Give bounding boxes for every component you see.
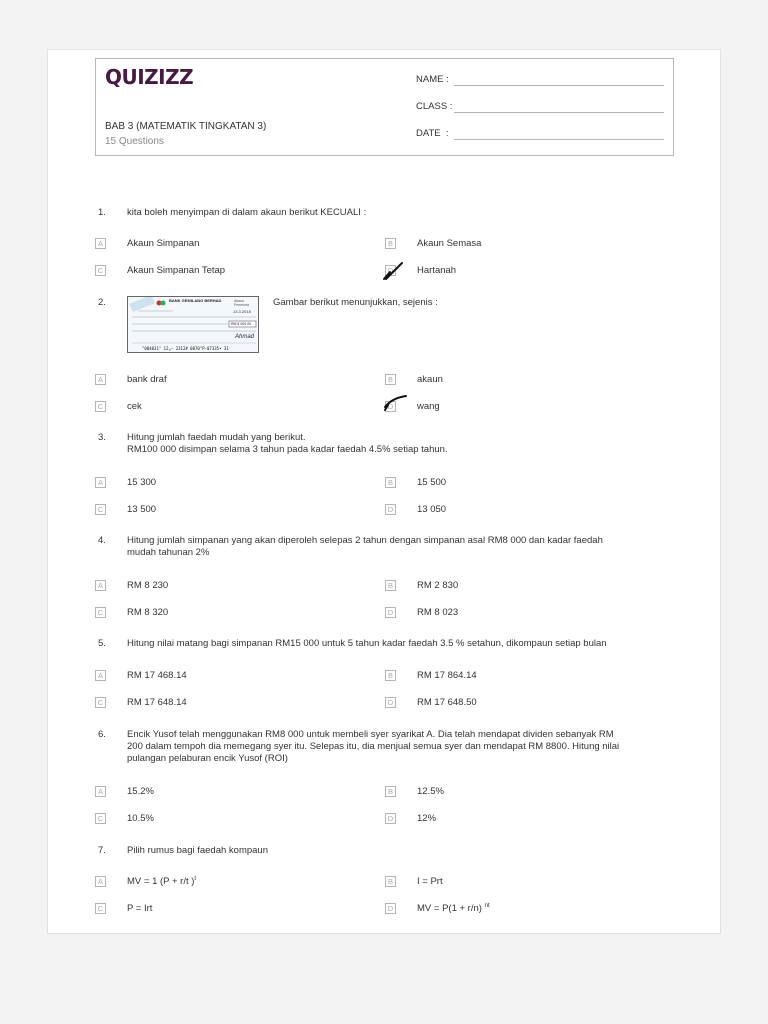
option-text: 13 050 (417, 504, 447, 515)
option-letter-a[interactable]: A (95, 670, 106, 681)
option-text: 15 500 (417, 477, 447, 488)
option-text: 12% (417, 813, 437, 824)
formula-superscript: nt (484, 903, 490, 909)
quizizz-logo: QUIZIZZ (105, 65, 194, 89)
option-letter-b[interactable]: B (385, 477, 396, 488)
cheque-amount: RM 8 000.00 (231, 322, 252, 326)
worksheet-header (95, 58, 674, 156)
option-text: akaun (417, 374, 443, 385)
question-text-line-2: RM100 000 disimpan selama 3 tahun pada kadar faedah 4.5% setiap tahun. (127, 444, 448, 455)
option-letter-c[interactable]: C (95, 813, 106, 824)
option-text: Hartanah (417, 265, 457, 276)
option-letter-c[interactable]: C (95, 265, 106, 276)
cheque-signature: Ahmad (235, 334, 255, 340)
question-number: 6. (98, 729, 106, 740)
option-text: RM 2 830 (417, 580, 459, 591)
option-letter-d[interactable]: D (385, 265, 396, 276)
option-letter-b[interactable]: B (385, 238, 396, 249)
option-letter-b[interactable]: B (385, 670, 396, 681)
option-text: cek (127, 401, 142, 412)
question-text: kita boleh menyimpan di dalam akaun berikut KECUALI : (127, 207, 367, 218)
checkmark-icon (381, 259, 405, 283)
class-line (454, 112, 664, 113)
formula-text: MV = 1 (P + r/t ) (127, 876, 195, 888)
cheque-bank-name: BANK GEMILANG BERHAD (169, 298, 222, 303)
question-count: 15 Questions (105, 136, 164, 147)
option-text: 15.2% (127, 786, 154, 797)
option-text: RM 17 648.50 (417, 697, 477, 708)
option-letter-b[interactable]: B (385, 786, 396, 797)
question-text-line-1: Hitung jumlah faedah mudah yang berikut. (127, 432, 306, 443)
cheque-date: 13.3.2018 (233, 309, 251, 314)
option-letter-c[interactable]: C (95, 607, 106, 618)
option-text: RM 8 230 (127, 580, 169, 591)
cheque-micr: "004031" 12„— 2312# 0070"P-07335• 31 (142, 346, 229, 351)
question-text-line-1: Hitung jumlah simpanan yang akan diperoleh selepas 2 tahun dengan simpanan asal RM8 000 dan kadar faedah (127, 535, 603, 546)
question-text-line-2: 200 dalam tempoh dia memegang syer itu. Selepas itu, dia menjual semua syer dan mendapat RM 8800. Hitung nilai (127, 741, 620, 752)
option-text (417, 903, 490, 914)
option-text: wang (417, 401, 440, 412)
question-number: 7. (98, 845, 106, 856)
question-number: 2. (98, 297, 106, 308)
option-text (127, 876, 196, 887)
name-line (454, 85, 664, 86)
option-text: bank draf (127, 374, 167, 385)
option-text: P = Irt (127, 903, 153, 914)
option-text: RM 8 320 (127, 607, 169, 618)
option-letter-a[interactable]: A (95, 238, 106, 249)
class-label: CLASS : (416, 101, 453, 112)
option-letter-c[interactable]: C (95, 903, 106, 914)
option-text: 15 300 (127, 477, 157, 488)
option-letter-a[interactable]: A (95, 580, 106, 591)
class-field[interactable] (416, 101, 452, 112)
option-letter-a[interactable]: A (95, 374, 106, 385)
question-number: 3. (98, 432, 106, 443)
option-text: RM 17 864.14 (417, 670, 477, 681)
option-text: Akaun Semasa (417, 238, 482, 249)
option-letter-a[interactable]: A (95, 477, 106, 488)
option-letter-b[interactable]: B (385, 374, 396, 385)
question-text-line-3: pulangan pelaburan encik Yusof (ROI) (127, 753, 288, 764)
worksheet-page (47, 49, 721, 934)
option-text: 10.5% (127, 813, 154, 824)
option-text: 12.5% (417, 786, 444, 797)
date-label: DATE : (416, 128, 449, 139)
option-letter-c[interactable]: C (95, 401, 106, 412)
option-letter-a[interactable]: A (95, 876, 106, 887)
option-letter-d[interactable]: D (385, 903, 396, 914)
cheque-stamp: Akaun Penerima (234, 299, 249, 307)
option-text: 13 500 (127, 504, 157, 515)
quiz-title: BAB 3 (MATEMATIK TINGKATAN 3) (105, 121, 267, 132)
question-text: Hitung nilai matang bagi simpanan RM15 000 untuk 5 tahun kadar faedah 3.5 % setahun, dikompaun setiap bulan (127, 638, 607, 649)
option-text: RM 8 023 (417, 607, 459, 618)
option-text: Akaun Simpanan Tetap (127, 265, 226, 276)
question-text-line-2: mudah tahunan 2% (127, 547, 210, 558)
question-text-line-1: Encik Yusof telah menggunakan RM8 000 untuk membeli syer syarikat A. Dia telah mendapat dividen sebanyak RM (127, 729, 614, 740)
checkmark-icon (382, 393, 408, 413)
option-letter-d[interactable]: D (385, 401, 396, 412)
question-number: 1. (98, 207, 106, 218)
question-number: 5. (98, 638, 106, 649)
date-line (454, 139, 664, 140)
option-letter-b[interactable]: B (385, 580, 396, 591)
formula-superscript: t (194, 876, 197, 882)
option-text: RM 17 648.14 (127, 697, 187, 708)
formula-text: MV = P(1 + r/n) (417, 903, 485, 915)
option-letter-d[interactable]: D (385, 697, 396, 708)
option-text: Akaun Simpanan (127, 238, 200, 249)
date-field[interactable] (416, 128, 449, 139)
cheque-image (127, 296, 259, 353)
option-text: I = Prt (417, 876, 443, 887)
option-letter-d[interactable]: D (385, 607, 396, 618)
option-text: RM 17 468.14 (127, 670, 187, 681)
question-text: Gambar berikut menunjukkan, sejenis : (273, 297, 438, 308)
question-text: Pilih rumus bagi faedah kompaun (127, 845, 269, 856)
name-label: NAME : (416, 74, 449, 85)
question-number: 4. (98, 535, 106, 546)
option-letter-c[interactable]: C (95, 504, 106, 515)
option-letter-b[interactable]: B (385, 876, 396, 887)
option-letter-d[interactable]: D (385, 813, 396, 824)
option-letter-a[interactable]: A (95, 786, 106, 797)
option-letter-c[interactable]: C (95, 697, 106, 708)
option-letter-d[interactable]: D (385, 504, 396, 515)
name-field[interactable] (416, 74, 449, 85)
